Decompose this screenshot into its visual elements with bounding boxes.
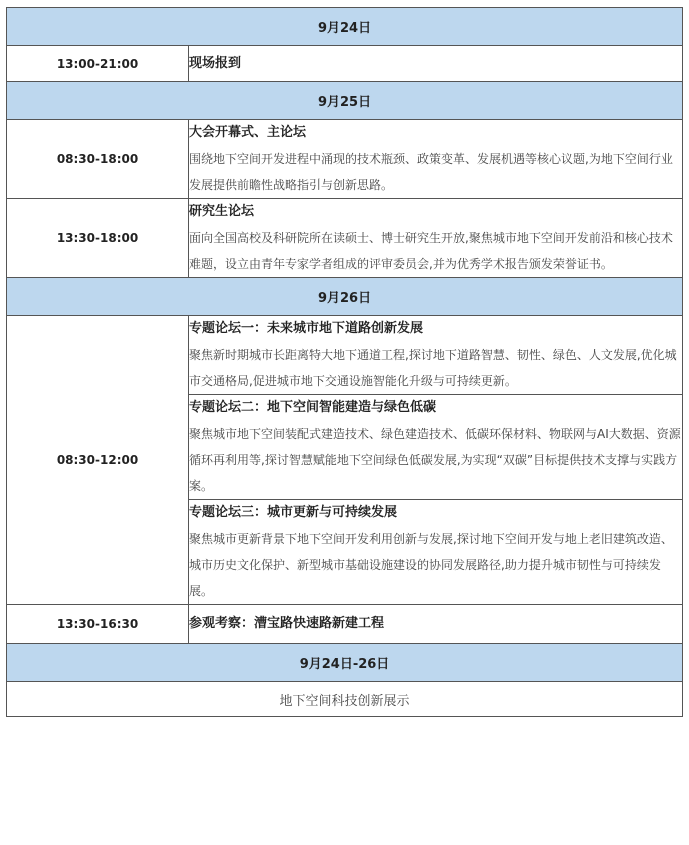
session-cell <box>189 395 683 500</box>
session-description: 聚焦城市地下空间装配式建造技术、绿色建造技术、低碳环保材料、物联网与AI大数据、资源循环再利用等,探讨智慧赋能地下空间绿色低碳发展,为实现“双碳”目标提供技术支撑与实践方案。 <box>189 427 681 493</box>
day-header-row <box>7 82 683 120</box>
schedule-table <box>6 7 683 717</box>
exhibition-row <box>7 682 683 717</box>
session-time: 13:30-16:30 <box>7 605 189 644</box>
day-header: 9月26日 <box>7 278 683 316</box>
session-row <box>7 199 683 278</box>
day-header: 9月24日 <box>7 8 683 46</box>
session-title: 专题论坛三：城市更新与可持续发展 <box>189 505 398 520</box>
day-header-row <box>7 278 683 316</box>
session-cell <box>189 500 683 605</box>
session-time: 13:00-21:00 <box>7 46 189 82</box>
session-description: 围绕地下空间开发进程中涌现的技术瓶颈、政策变革、发展机遇等核心议题,为地下空间行业发展提供前瞻性战略指引与创新思路。 <box>189 152 673 192</box>
session-time: 13:30-18:00 <box>7 199 189 278</box>
session-title: 专题论坛一：未来城市地下道路创新发展 <box>189 321 424 336</box>
session-cell <box>189 199 683 278</box>
session-row <box>7 316 683 395</box>
session-cell <box>189 120 683 199</box>
session-row <box>7 46 683 82</box>
day-header: 9月24日-26日 <box>7 644 683 682</box>
day-header-row <box>7 8 683 46</box>
day-header: 9月25日 <box>7 82 683 120</box>
session-description: 面向全国高校及科研院所在读硕士、博士研究生开放,聚焦城市地下空间开发前沿和核心技术难题，设立由青年专家学者组成的评审委员会,并为优秀学术报告颁发荣誉证书。 <box>189 231 673 271</box>
exhibition-text: 地下空间科技创新展示 <box>7 682 683 717</box>
session-title: 大会开幕式、主论坛 <box>189 125 307 140</box>
session-title: 专题论坛二：地下空间智能建造与绿色低碳 <box>189 400 437 415</box>
session-title: 参观考察：漕宝路快速路新建工程 <box>189 616 385 631</box>
session-row <box>7 605 683 644</box>
session-description: 聚焦城市更新背景下地下空间开发利用创新与发展,探讨地下空间开发与地上老旧建筑改造、城市历史文化保护、新型城市基础设施建设的协同发展路径,助力提升城市韧性与可持续发展。 <box>189 532 673 598</box>
session-cell <box>189 316 683 395</box>
session-time: 08:30-18:00 <box>7 120 189 199</box>
session-cell <box>189 605 683 644</box>
day-header-row <box>7 644 683 682</box>
session-title: 研究生论坛 <box>189 204 255 219</box>
session-time: 08:30-12:00 <box>7 316 189 605</box>
session-title: 现场报到 <box>189 55 242 71</box>
session-description: 聚焦新时期城市长距离特大地下通道工程,探讨地下道路智慧、韧性、绿色、人文发展,优化城市交通格局,促进城市地下交通设施智能化升级与可持续更新。 <box>189 348 677 388</box>
session-row <box>7 120 683 199</box>
session-cell <box>189 46 683 82</box>
